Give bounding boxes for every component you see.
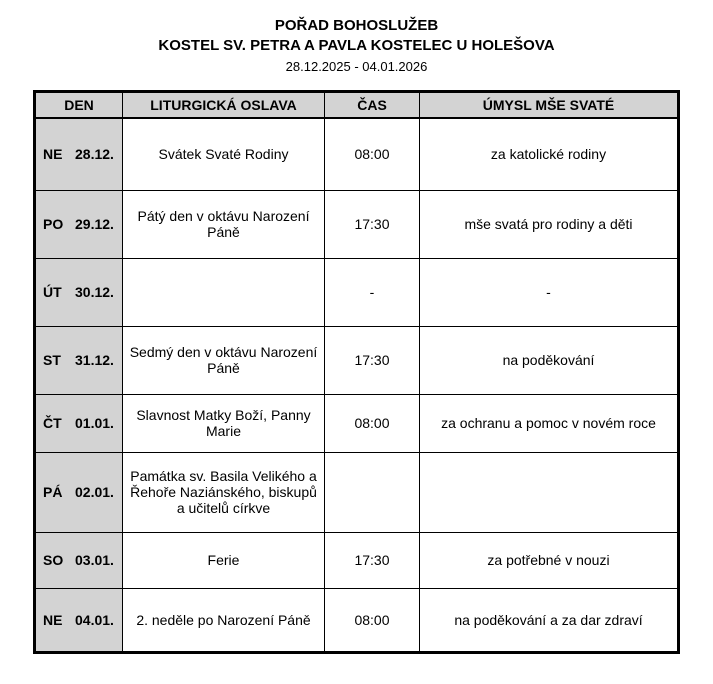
oslava-cell: Pátý den v oktávu Narození Páně <box>123 190 325 258</box>
oslava-cell: Památka sv. Basila Velikého a Řehoře Naziánského, biskupů a učitelů církve <box>123 452 325 532</box>
den-cell <box>35 326 123 394</box>
table-row <box>35 326 679 394</box>
oslava-cell: Slavnost Matky Boží, Panny Marie <box>123 394 325 452</box>
oslava-cell: Svátek Svaté Rodiny <box>123 118 325 190</box>
page-title: POŘAD BOHOSLUŽEB <box>274 17 439 34</box>
day-abbrev: PO <box>43 216 64 232</box>
col-header-oslava: LITURGICKÁ OSLAVA <box>123 92 325 119</box>
day-abbrev: PÁ <box>43 484 63 500</box>
table-row <box>35 588 679 652</box>
day-abbrev: NE <box>43 611 63 628</box>
day-date: 02.01. <box>75 484 114 500</box>
table-row <box>35 190 679 258</box>
day-date: 28.12. <box>75 146 114 163</box>
oslava-cell <box>123 258 325 326</box>
umysl-cell: za ochranu a pomoc v novém roce <box>420 394 679 452</box>
day-date: 03.01. <box>75 552 114 568</box>
cas-cell: 08:00 <box>325 394 420 452</box>
cas-cell: 08:00 <box>325 118 420 190</box>
day-abbrev: ST <box>43 352 61 368</box>
cas-cell: 08:00 <box>325 588 420 652</box>
table-row <box>35 118 679 190</box>
cas-cell <box>325 452 420 532</box>
day-date: 04.01. <box>75 611 114 628</box>
col-header-cas: ČAS <box>325 92 420 119</box>
umysl-cell: za potřebné v nouzi <box>420 532 679 588</box>
table-row <box>35 394 679 452</box>
den-cell <box>35 258 123 326</box>
col-header-den: DEN <box>35 92 123 119</box>
oslava-cell: 2. neděle po Narození Páně <box>123 588 325 652</box>
table-row <box>35 452 679 532</box>
den-cell <box>35 394 123 452</box>
col-header-umysl: ÚMYSL MŠE SVATÉ <box>420 92 679 119</box>
den-cell <box>35 190 123 258</box>
den-cell <box>35 118 123 190</box>
cas-cell: 17:30 <box>325 190 420 258</box>
umysl-cell: mše svatá pro rodiny a děti <box>420 190 679 258</box>
umysl-cell: na poděkování a za dar zdraví <box>420 588 679 652</box>
day-date: 31.12. <box>75 352 114 368</box>
table-row <box>35 258 679 326</box>
day-abbrev: ÚT <box>43 284 62 300</box>
umysl-cell: za katolické rodiny <box>420 118 679 190</box>
day-abbrev: ČT <box>43 415 62 431</box>
umysl-cell: na poděkování <box>420 326 679 394</box>
oslava-cell: Ferie <box>123 532 325 588</box>
day-date: 01.01. <box>75 415 114 431</box>
day-abbrev: SO <box>43 552 64 568</box>
document-header <box>0 0 713 76</box>
schedule-table <box>33 90 680 654</box>
den-cell <box>35 452 123 532</box>
cas-cell: 17:30 <box>325 532 420 588</box>
cas-cell: - <box>325 258 420 326</box>
table-header-row <box>35 92 679 119</box>
date-range: 28.12.2025 - 04.01.2026 <box>285 58 428 74</box>
day-date: 29.12. <box>75 216 114 232</box>
den-cell <box>35 588 123 652</box>
table-row <box>35 532 679 588</box>
cas-cell: 17:30 <box>325 326 420 394</box>
den-cell <box>35 532 123 588</box>
page-subtitle: KOSTEL SV. PETRA A PAVLA KOSTELEC U HOLEŠOVA <box>158 37 555 55</box>
umysl-cell: - <box>420 258 679 326</box>
umysl-cell <box>420 452 679 532</box>
oslava-cell: Sedmý den v oktávu Narození Páně <box>123 326 325 394</box>
day-date: 30.12. <box>75 284 114 300</box>
day-abbrev: NE <box>43 146 63 163</box>
